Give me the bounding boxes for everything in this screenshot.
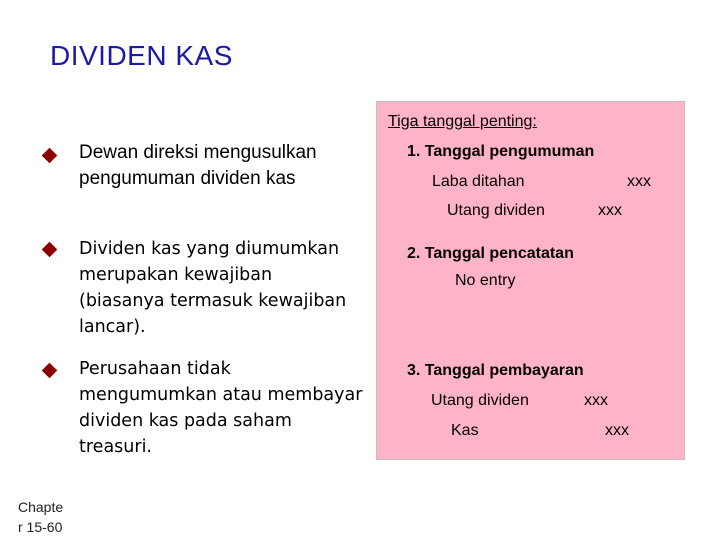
box-heading: Tiga tanggal penting: (388, 113, 537, 130)
slide-title: DIVIDEN KAS (50, 40, 233, 71)
step2-title: 2. Tanggal pencatatan (407, 245, 574, 262)
bullet-3-line-3: dividen kas pada saham (79, 411, 292, 431)
footer-line-2: r 15-60 (18, 519, 63, 535)
bullet-3-line-2: mengumumkan atau membayar (79, 385, 363, 405)
bullet-1-line-1: Dewan direksi mengusulkan (79, 142, 317, 163)
bullet-marker-1 (42, 148, 58, 164)
step3-credit-account: Kas (451, 422, 479, 439)
step3-debit-account: Utang dividen (431, 392, 529, 409)
step1-title: 1. Tanggal pengumuman (407, 143, 595, 160)
step3-credit-amount: xxx (605, 422, 629, 439)
bullet-2-line-2: merupakan kewajiban (79, 265, 273, 285)
bullet-text-2 (79, 236, 346, 340)
bullet-text-1 (79, 140, 317, 192)
bullet-1-line-2: pengumuman dividen kas (79, 168, 296, 189)
step1-credit-account: Utang dividen (447, 202, 545, 219)
bullet-2-line-4: lancar). (79, 317, 146, 337)
step1-debit-amount: xxx (627, 173, 651, 190)
step2-note: No entry (455, 272, 516, 289)
bullet-2-line-1: Dividen kas yang diumumkan (79, 239, 340, 259)
slide-footer (18, 497, 63, 537)
bullet-2-line-3: (biasanya termasuk kewajiban (79, 291, 347, 311)
bullet-marker-2 (42, 242, 58, 258)
bullet-3-line-1: Perusahaan tidak (79, 359, 231, 379)
step1-debit-account: Laba ditahan (432, 173, 525, 190)
footer-line-1: Chapte (18, 499, 64, 515)
bullet-3-line-4: treasuri. (79, 437, 152, 457)
bullet-text-3 (79, 356, 362, 460)
bullet-marker-3 (42, 363, 58, 379)
step3-title: 3. Tanggal pembayaran (407, 362, 584, 379)
step3-debit-amount: xxx (584, 392, 608, 409)
step1-credit-amount: xxx (598, 202, 622, 219)
